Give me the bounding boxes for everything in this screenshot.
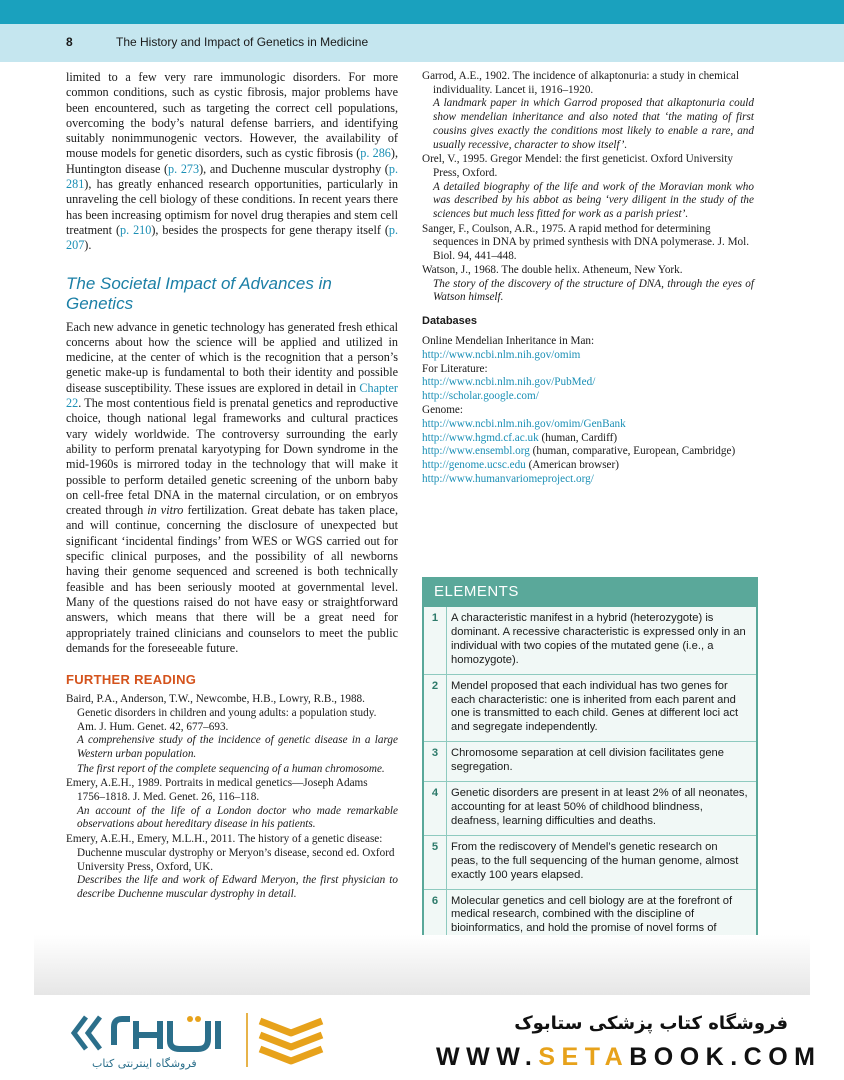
text-run: limited to a few very rare immunologic disorders. For more common conditions, such as cystic fibrosis, major problems have been encountered, such as targeting the correct cell populations, overcoming the body’s natural defense barriers, and identifying suitably nonimmunogenic vectors. However, the availability of mouse models for genetic disorders, such as cystic fibrosis ( — [66, 70, 398, 161]
database-note: (human, comparative, European, Cambridge) — [529, 445, 736, 458]
database-line — [422, 376, 754, 390]
database-line — [422, 445, 754, 459]
elements-item-text: From the rediscovery of Mendel’s genetic research on peas, to the full sequencing of the human genome, almost exactly 100 years elapsed. — [446, 836, 756, 889]
running-header — [0, 24, 844, 62]
reference-citation: Garrod, A.E., 1902. The incidence of alkaptonuria: a study in chemical individuality. Lancet ii, 1916–1920. — [422, 70, 739, 96]
reference-citation: Sanger, F., Coulson, A.R., 1975. A rapid method for determining sequences in DNA by primed synthesis with DNA polymerase. J. Mol. Biol. 94, 441–448. — [422, 222, 750, 263]
database-note: (American browser) — [525, 459, 619, 472]
reference-citation: Baird, P.A., Anderson, T.W., Newcombe, H.B., Lowry, R.B., 1988. Genetic disorders in children and young adults: a population study. Am. J. Hum. Genet. 42, 677–693. — [66, 693, 377, 733]
elements-item — [424, 741, 756, 781]
elements-item-number: 6 — [431, 894, 439, 907]
url-highlight: SETA — [538, 1043, 630, 1071]
text-run: fertilization. Great debate has taken place, and will continue, concerning the disclosure of unexpected but significant ‘incidental findings’ from WES or WGS carried out for specific clinical purposes, and the possibility of all newborns having their genome sequenced and screened is both technically feasible and has been seriously mooted at governmental level. Many of the questions raised do not have easy or straightforward answers, which means that there will be a great need for appropriately trained clinicians and counselors to meet the public demands for the foreseeable future. — [66, 503, 398, 655]
url-part: BOOK.COM — [629, 1043, 822, 1071]
database-line — [422, 473, 754, 487]
elements-list — [424, 607, 756, 956]
reference-note: The story of the discovery of the structure of DNA, through the eyes of Watson himself. — [433, 277, 754, 304]
database-line — [422, 459, 754, 473]
shop-name: فروشگاه کتاب پزشکی ستابوک — [514, 1013, 788, 1034]
elements-item-text: Molecular genetics and cell biology are at the forefront of medical research, combined with the discipline of bioinformatics, and hold the promise of novel forms of — [446, 890, 756, 957]
italic-run: in vitro — [147, 503, 184, 518]
running-title: The History and Impact of Genetics in Medicine — [116, 35, 369, 49]
page-link[interactable]: p. 273 — [168, 161, 200, 176]
reference-note: A landmark paper in which Garrod proposed that alkaptonuria could show mendelian inheritance and also noted that ‘the mating of first cousins gives exactly the conditions most likely to enable a rare, and usually recessive, character to show itself’. — [433, 97, 754, 151]
text-run: ), and Duchenne muscular dystrophy ( — [199, 161, 389, 176]
top-color-bar — [0, 0, 844, 24]
database-link[interactable]: http://www.ncbi.nlm.nih.gov/PubMed/ — [422, 376, 596, 389]
database-link[interactable]: http://www.humanvariomeproject.org/ — [422, 472, 594, 485]
database-label: For Literature: — [422, 362, 488, 375]
intro-paragraph — [66, 70, 398, 254]
database-line — [422, 335, 754, 349]
database-line — [422, 390, 754, 404]
database-label: Online Mendelian Inheritance in Man: — [422, 334, 595, 347]
reference-note: A comprehensive study of the incidence of genetic disease in a large Western urban population. — [77, 734, 398, 760]
database-note: (human, Cardiff) — [538, 431, 618, 444]
text-run: . The most contentious field is prenatal genetics and reproductive choice, though national legal frameworks and cultural practices vary widely worldwide. The controversy surrounding the early ability to perform prenatal karyotyping for Down syndrome in the mid-1960s is mirrored today in the technology that will make it possible to perform detailed genetic screening of the unborn baby on cell-free fetal DNA in the maternal circulation, or on embryos created through — [66, 396, 398, 518]
elements-title: ELEMENTS — [424, 579, 756, 607]
reference-citation: Emery, A.E.H., Emery, M.L.H., 2011. The history of a genetic disease: Duchenne muscular dystrophy or Meryon’s disease, second ed. Oxford University Press, Oxford, UK. — [66, 833, 395, 873]
elements-item-text: Mendel proposed that each individual has two genes for each characteristic: one is inherited from each parent and one is transmitted to each child. Genes at different loci act and segregate independently. — [446, 675, 756, 742]
databases-list — [422, 335, 754, 487]
elements-item-number: 3 — [431, 747, 439, 760]
database-line — [422, 404, 754, 418]
logo-divider — [246, 1013, 248, 1067]
text-run: ), Huntington disease ( — [66, 146, 398, 176]
reference-citation: Orel, V., 1995. Gregor Mendel: the first geneticist. Oxford University Press, Oxford. — [422, 153, 733, 179]
url-part: WWW. — [436, 1043, 539, 1071]
page-number: 8 — [66, 35, 73, 49]
right-reference-list — [422, 70, 754, 305]
reference-citation: Watson, J., 1968. The double helix. Atheneum, New York. — [422, 263, 683, 276]
reference-note: The first report of the complete sequencing of a human chromosome. — [77, 762, 385, 775]
page-link[interactable]: p. 210 — [120, 222, 152, 237]
elements-item-number: 4 — [431, 787, 439, 800]
database-line — [422, 363, 754, 377]
elements-item — [424, 674, 756, 742]
elements-item-number: 1 — [431, 612, 439, 624]
publisher-banner — [0, 995, 844, 1080]
chapter-link[interactable]: Chapter 22 — [66, 380, 398, 411]
database-link[interactable]: http://www.ncbi.nlm.nih.gov/omim — [422, 348, 581, 361]
page-link[interactable]: p. 286 — [360, 146, 391, 161]
database-label: Genome: — [422, 403, 464, 416]
elements-item — [424, 835, 756, 889]
database-link[interactable]: http://genome.ucsc.edu — [422, 459, 526, 472]
book-stack-icon — [256, 1015, 326, 1072]
page-link[interactable]: p. 281 — [66, 161, 399, 192]
reference-note: A detailed biography of the life and work of the Moravian monk who was described by his abbot as being ‘very diligent in the study of the sciences but much less fitted for work as a parish priest’. — [433, 180, 754, 221]
databases-heading: Databases — [422, 314, 478, 327]
database-link[interactable]: http://www.hgmd.cf.ac.uk — [422, 431, 539, 444]
logo-subtitle: فروشگاه اینترنتی کتاب — [92, 1057, 197, 1070]
database-link[interactable]: http://www.ncbi.nlm.nih.gov/omim/GenBank — [422, 417, 626, 430]
text-run: ). — [84, 238, 92, 253]
elements-item-text: Chromosome separation at cell division facilitates gene segregation. — [446, 742, 756, 781]
setabook-logo-icon — [70, 1009, 240, 1062]
page-bottom-shadow — [34, 935, 810, 995]
database-line — [422, 432, 754, 446]
shop-url[interactable] — [436, 1043, 821, 1072]
text-run: ), besides the prospects for gene therapy itself ( — [151, 222, 389, 237]
further-reading-heading: FURTHER READING — [66, 672, 197, 688]
elements-item-text: Genetic disorders are present in at least 2% of all neonates, accounting for at least 50% of childhood blindness, deafness, learning difficulties and deaths. — [446, 782, 756, 835]
reference-note: An account of the life of a London doctor who made remarkable observations about hereditary disease in his patients. — [77, 804, 398, 831]
section-paragraph — [66, 320, 398, 657]
elements-item-number: 2 — [431, 679, 439, 692]
reference-note: Describes the life and work of Edward Meryon, the first physician to describe Duchenne muscular dystrophy in detail. — [77, 874, 398, 900]
database-link[interactable]: http://scholar.google.com/ — [422, 390, 539, 403]
text-run: ), has greatly enhanced research opportunities, particularly in unraveling the cell biology of these conditions. In recent years there has been increasing optimism for novel drug therapies and stem cell treatment ( — [66, 177, 398, 237]
elements-item — [424, 781, 756, 835]
elements-item-text: A characteristic manifest in a hybrid (heterozygote) is dominant. A recessive characteristic is expressed only in an individual with two copies of the mutated gene (i.e., a homozygote). — [446, 607, 756, 674]
database-line — [422, 349, 754, 363]
database-line — [422, 418, 754, 432]
elements-box — [422, 577, 758, 958]
left-reference-list — [66, 693, 398, 902]
elements-item — [424, 607, 756, 674]
text-run: Each new advance in genetic technology has generated fresh ethical concerns about how the science will be applied and utilized in medicine, at the center of which is the recognition that a person’s genetic make-up is fundamental to both their identity and possible disease susceptibility. These issues are explored in detail in — [66, 319, 398, 395]
elements-item-number: 5 — [431, 840, 439, 853]
reference-citation: Emery, A.E.H., 1989. Portraits in medical genetics—Joseph Adams 1756–1818. J. Med. Genet. 26, 116–118. — [66, 777, 368, 804]
database-link[interactable]: http://www.ensembl.org — [422, 445, 530, 458]
right-column — [422, 70, 754, 487]
section-heading: The Societal Impact of Advances in Genetics — [66, 273, 332, 313]
page-link[interactable]: p. 207 — [66, 222, 399, 253]
left-column — [66, 70, 398, 903]
